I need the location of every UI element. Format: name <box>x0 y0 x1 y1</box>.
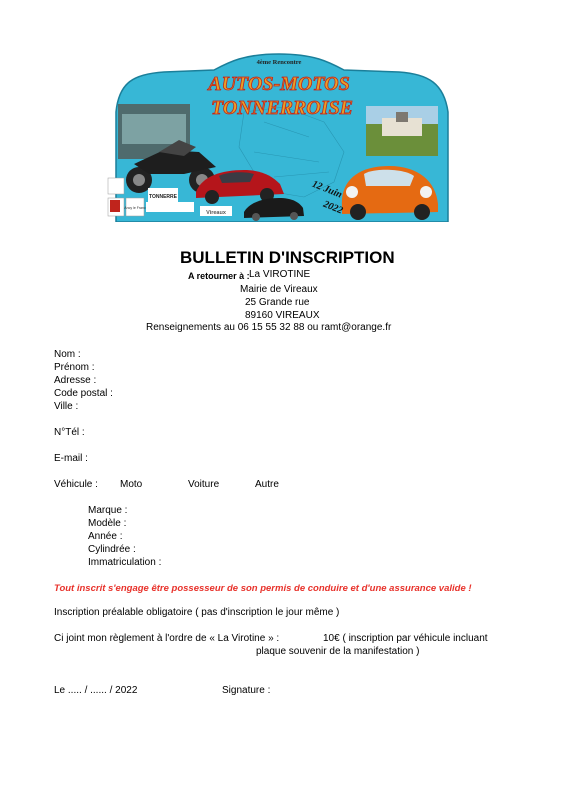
logo-box-1 <box>108 178 124 194</box>
return-name: La VIROTINE <box>249 269 311 280</box>
option-moto: Moto <box>120 479 143 490</box>
title-line2: TONNERROISE <box>211 97 353 119</box>
label-cylindree: Cylindrée : <box>88 544 136 555</box>
label-annee: Année : <box>88 531 123 542</box>
address-line-3: 89160 VIREAUX <box>245 310 320 321</box>
option-autre: Autre <box>255 479 279 490</box>
label-vehicule: Véhicule : <box>54 479 98 490</box>
date-line2: 2022 <box>321 198 345 217</box>
address-line-1: Mairie de Vireaux <box>240 284 318 295</box>
label-nom: Nom : <box>54 349 81 360</box>
label-adresse: Adresse : <box>54 375 97 386</box>
logo-tonnerre-2 <box>146 202 194 212</box>
label-prenom: Prénom : <box>54 362 95 373</box>
label-email: E-mail : <box>54 453 88 464</box>
option-voiture: Voiture <box>188 479 220 490</box>
logo-tonnerre-text: TONNERRE <box>149 194 177 200</box>
logo-ancy-text: Ancy le Franc <box>124 206 146 210</box>
legal-notice: Tout inscrit s'engage être possesseur de son permis de conduire et d'une assurance valide ! <box>54 583 472 594</box>
label-immatriculation: Immatriculation : <box>88 557 162 568</box>
date-field: Le ..... / ...... / 2022 <box>54 685 138 696</box>
logo-vireaux-text: Vireaux <box>206 210 226 216</box>
event-banner <box>104 52 459 222</box>
form-title: BULLETIN D'INSCRIPTION <box>180 248 395 267</box>
label-code-postal: Code postal : <box>54 388 113 399</box>
label-marque: Marque : <box>88 505 128 516</box>
label-modele: Modèle : <box>88 518 127 529</box>
label-ville: Ville : <box>54 401 79 412</box>
payment-line-2: plaque souvenir de la manifestation ) <box>256 646 420 657</box>
edition-text: 4ème Rencontre <box>256 59 302 66</box>
contact-info: Renseignements au 06 15 55 32 88 ou ramt@orange.fr <box>146 322 392 333</box>
address-line-2: 25 Grande rue <box>245 297 310 308</box>
preinscription-note: Inscription préalable obligatoire ( pas d'inscription le jour même ) <box>54 607 340 618</box>
payment-line-right: 10€ ( inscription par véhicule incluant <box>323 633 488 644</box>
payment-line-left: Ci joint mon règlement à l'ordre de « La Virotine » : <box>54 633 280 644</box>
return-prefix: A retourner à : <box>188 271 250 281</box>
title-line1: AUTOS-MOTOS <box>208 73 350 95</box>
signature-label: Signature : <box>222 685 271 696</box>
logo-red-cross <box>110 200 120 212</box>
date-line1: 12 Juin <box>310 178 344 201</box>
label-tel: N°Tél : <box>54 427 85 438</box>
